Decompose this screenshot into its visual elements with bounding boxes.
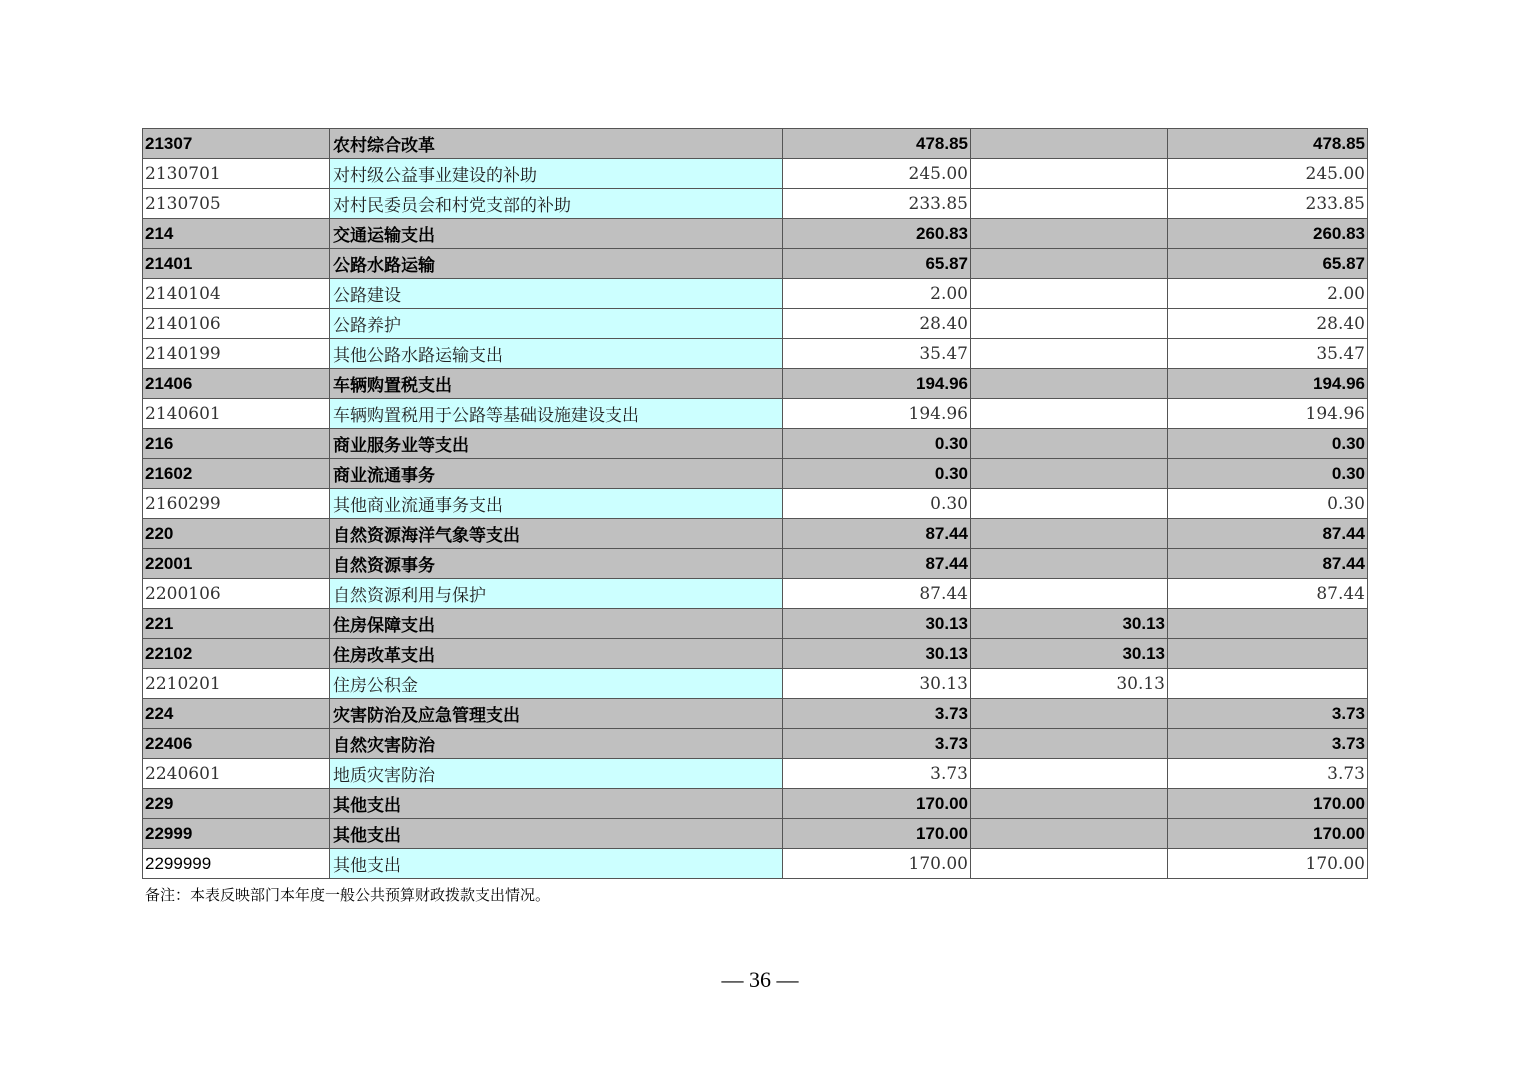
project-expenditure-cell: 260.83 — [1168, 219, 1368, 249]
account-name-cell: 住房保障支出 — [330, 609, 783, 639]
table-row — [143, 669, 1368, 699]
total-amount-cell: 260.83 — [783, 219, 971, 249]
account-name-cell: 对村级公益事业建设的补助 — [330, 159, 783, 189]
basic-expenditure-cell — [971, 309, 1168, 339]
table-row — [143, 309, 1368, 339]
basic-expenditure-cell — [971, 159, 1168, 189]
table-row — [143, 369, 1368, 399]
table-row — [143, 819, 1368, 849]
table-row — [143, 699, 1368, 729]
basic-expenditure-cell — [971, 429, 1168, 459]
basic-expenditure-cell — [971, 789, 1168, 819]
account-code-cell: 2140601 — [143, 399, 330, 429]
basic-expenditure-cell — [971, 219, 1168, 249]
table-row — [143, 789, 1368, 819]
account-name-cell: 地质灾害防治 — [330, 759, 783, 789]
project-expenditure-cell: 194.96 — [1168, 369, 1368, 399]
expenditure-table-body — [143, 129, 1368, 879]
account-code-cell: 221 — [143, 609, 330, 639]
account-name-cell: 商业服务业等支出 — [330, 429, 783, 459]
basic-expenditure-cell — [971, 519, 1168, 549]
account-code-cell: 21401 — [143, 249, 330, 279]
table-row — [143, 279, 1368, 309]
project-expenditure-cell: 65.87 — [1168, 249, 1368, 279]
project-expenditure-cell — [1168, 609, 1368, 639]
project-expenditure-cell: 35.47 — [1168, 339, 1368, 369]
account-name-cell: 自然资源利用与保护 — [330, 579, 783, 609]
total-amount-cell: 87.44 — [783, 579, 971, 609]
account-code-cell: 2160299 — [143, 489, 330, 519]
total-amount-cell: 30.13 — [783, 639, 971, 669]
total-amount-cell: 0.30 — [783, 489, 971, 519]
basic-expenditure-cell — [971, 819, 1168, 849]
account-code-cell: 21602 — [143, 459, 330, 489]
basic-expenditure-cell — [971, 249, 1168, 279]
project-expenditure-cell: 0.30 — [1168, 429, 1368, 459]
account-code-cell: 2140104 — [143, 279, 330, 309]
table-row — [143, 159, 1368, 189]
account-name-cell: 自然资源事务 — [330, 549, 783, 579]
basic-expenditure-cell — [971, 279, 1168, 309]
table-row — [143, 489, 1368, 519]
account-name-cell: 公路养护 — [330, 309, 783, 339]
account-code-cell: 22102 — [143, 639, 330, 669]
basic-expenditure-cell — [971, 549, 1168, 579]
page-number: — 36 — — [721, 967, 799, 992]
table-row — [143, 549, 1368, 579]
account-code-cell: 216 — [143, 429, 330, 459]
account-name-cell: 公路水路运输 — [330, 249, 783, 279]
account-name-cell: 其他商业流通事务支出 — [330, 489, 783, 519]
table-row — [143, 609, 1368, 639]
account-code-cell: 21406 — [143, 369, 330, 399]
account-name-cell: 其他支出 — [330, 819, 783, 849]
project-expenditure-cell: 170.00 — [1168, 789, 1368, 819]
table-row — [143, 339, 1368, 369]
account-code-cell: 2130701 — [143, 159, 330, 189]
account-code-cell: 22999 — [143, 819, 330, 849]
total-amount-cell: 478.85 — [783, 129, 971, 159]
expenditure-table — [142, 128, 1368, 879]
account-name-cell: 车辆购置税支出 — [330, 369, 783, 399]
table-row — [143, 639, 1368, 669]
project-expenditure-cell: 170.00 — [1168, 849, 1368, 879]
table-row — [143, 579, 1368, 609]
account-code-cell: 21307 — [143, 129, 330, 159]
account-name-cell: 公路建设 — [330, 279, 783, 309]
total-amount-cell: 3.73 — [783, 729, 971, 759]
total-amount-cell: 194.96 — [783, 399, 971, 429]
project-expenditure-cell: 28.40 — [1168, 309, 1368, 339]
total-amount-cell: 28.40 — [783, 309, 971, 339]
total-amount-cell: 30.13 — [783, 609, 971, 639]
basic-expenditure-cell — [971, 129, 1168, 159]
basic-expenditure-cell — [971, 189, 1168, 219]
table-row — [143, 729, 1368, 759]
project-expenditure-cell: 87.44 — [1168, 579, 1368, 609]
basic-expenditure-cell: 30.13 — [971, 609, 1168, 639]
table-row — [143, 849, 1368, 879]
project-expenditure-cell: 478.85 — [1168, 129, 1368, 159]
account-code-cell: 214 — [143, 219, 330, 249]
account-code-cell: 2200106 — [143, 579, 330, 609]
account-name-cell: 交通运输支出 — [330, 219, 783, 249]
basic-expenditure-cell — [971, 369, 1168, 399]
project-expenditure-cell: 233.85 — [1168, 189, 1368, 219]
project-expenditure-cell — [1168, 639, 1368, 669]
total-amount-cell: 194.96 — [783, 369, 971, 399]
project-expenditure-cell: 3.73 — [1168, 699, 1368, 729]
account-name-cell: 对村民委员会和村党支部的补助 — [330, 189, 783, 219]
total-amount-cell: 30.13 — [783, 669, 971, 699]
table-row — [143, 519, 1368, 549]
total-amount-cell: 170.00 — [783, 789, 971, 819]
basic-expenditure-cell — [971, 489, 1168, 519]
table-row — [143, 189, 1368, 219]
basic-expenditure-cell — [971, 729, 1168, 759]
table-row — [143, 759, 1368, 789]
basic-expenditure-cell: 30.13 — [971, 669, 1168, 699]
project-expenditure-cell: 170.00 — [1168, 819, 1368, 849]
account-code-cell: 224 — [143, 699, 330, 729]
total-amount-cell: 35.47 — [783, 339, 971, 369]
basic-expenditure-cell — [971, 849, 1168, 879]
table-note: 备注：本表反映部门本年度一般公共预算财政拨款支出情况。 — [145, 886, 551, 904]
total-amount-cell: 3.73 — [783, 759, 971, 789]
total-amount-cell: 3.73 — [783, 699, 971, 729]
project-expenditure-cell: 0.30 — [1168, 459, 1368, 489]
basic-expenditure-cell — [971, 339, 1168, 369]
project-expenditure-cell: 2.00 — [1168, 279, 1368, 309]
total-amount-cell: 87.44 — [783, 549, 971, 579]
account-name-cell: 自然资源海洋气象等支出 — [330, 519, 783, 549]
account-code-cell: 22001 — [143, 549, 330, 579]
total-amount-cell: 0.30 — [783, 459, 971, 489]
basic-expenditure-cell — [971, 459, 1168, 489]
project-expenditure-cell: 87.44 — [1168, 549, 1368, 579]
project-expenditure-cell: 245.00 — [1168, 159, 1368, 189]
table-row — [143, 459, 1368, 489]
basic-expenditure-cell: 30.13 — [971, 639, 1168, 669]
table-row — [143, 219, 1368, 249]
account-code-cell: 2299999 — [143, 849, 330, 879]
table-row — [143, 129, 1368, 159]
total-amount-cell: 233.85 — [783, 189, 971, 219]
account-name-cell: 住房改革支出 — [330, 639, 783, 669]
basic-expenditure-cell — [971, 759, 1168, 789]
account-name-cell: 住房公积金 — [330, 669, 783, 699]
basic-expenditure-cell — [971, 579, 1168, 609]
project-expenditure-cell: 3.73 — [1168, 729, 1368, 759]
account-code-cell: 22406 — [143, 729, 330, 759]
account-name-cell: 其他支出 — [330, 849, 783, 879]
account-code-cell: 229 — [143, 789, 330, 819]
total-amount-cell: 2.00 — [783, 279, 971, 309]
account-name-cell: 其他支出 — [330, 789, 783, 819]
project-expenditure-cell: 194.96 — [1168, 399, 1368, 429]
total-amount-cell: 170.00 — [783, 819, 971, 849]
total-amount-cell: 0.30 — [783, 429, 971, 459]
total-amount-cell: 245.00 — [783, 159, 971, 189]
account-name-cell: 车辆购置税用于公路等基础设施建设支出 — [330, 399, 783, 429]
table-row — [143, 399, 1368, 429]
account-name-cell: 农村综合改革 — [330, 129, 783, 159]
account-code-cell: 2240601 — [143, 759, 330, 789]
basic-expenditure-cell — [971, 399, 1168, 429]
account-name-cell: 自然灾害防治 — [330, 729, 783, 759]
project-expenditure-cell: 3.73 — [1168, 759, 1368, 789]
project-expenditure-cell — [1168, 669, 1368, 699]
account-code-cell: 220 — [143, 519, 330, 549]
project-expenditure-cell: 87.44 — [1168, 519, 1368, 549]
project-expenditure-cell: 0.30 — [1168, 489, 1368, 519]
account-name-cell: 灾害防治及应急管理支出 — [330, 699, 783, 729]
account-name-cell: 其他公路水路运输支出 — [330, 339, 783, 369]
table-row — [143, 249, 1368, 279]
account-code-cell: 2140199 — [143, 339, 330, 369]
table-row — [143, 429, 1368, 459]
total-amount-cell: 87.44 — [783, 519, 971, 549]
account-name-cell: 商业流通事务 — [330, 459, 783, 489]
account-code-cell: 2210201 — [143, 669, 330, 699]
account-code-cell: 2140106 — [143, 309, 330, 339]
total-amount-cell: 65.87 — [783, 249, 971, 279]
basic-expenditure-cell — [971, 699, 1168, 729]
total-amount-cell: 170.00 — [783, 849, 971, 879]
account-code-cell: 2130705 — [143, 189, 330, 219]
